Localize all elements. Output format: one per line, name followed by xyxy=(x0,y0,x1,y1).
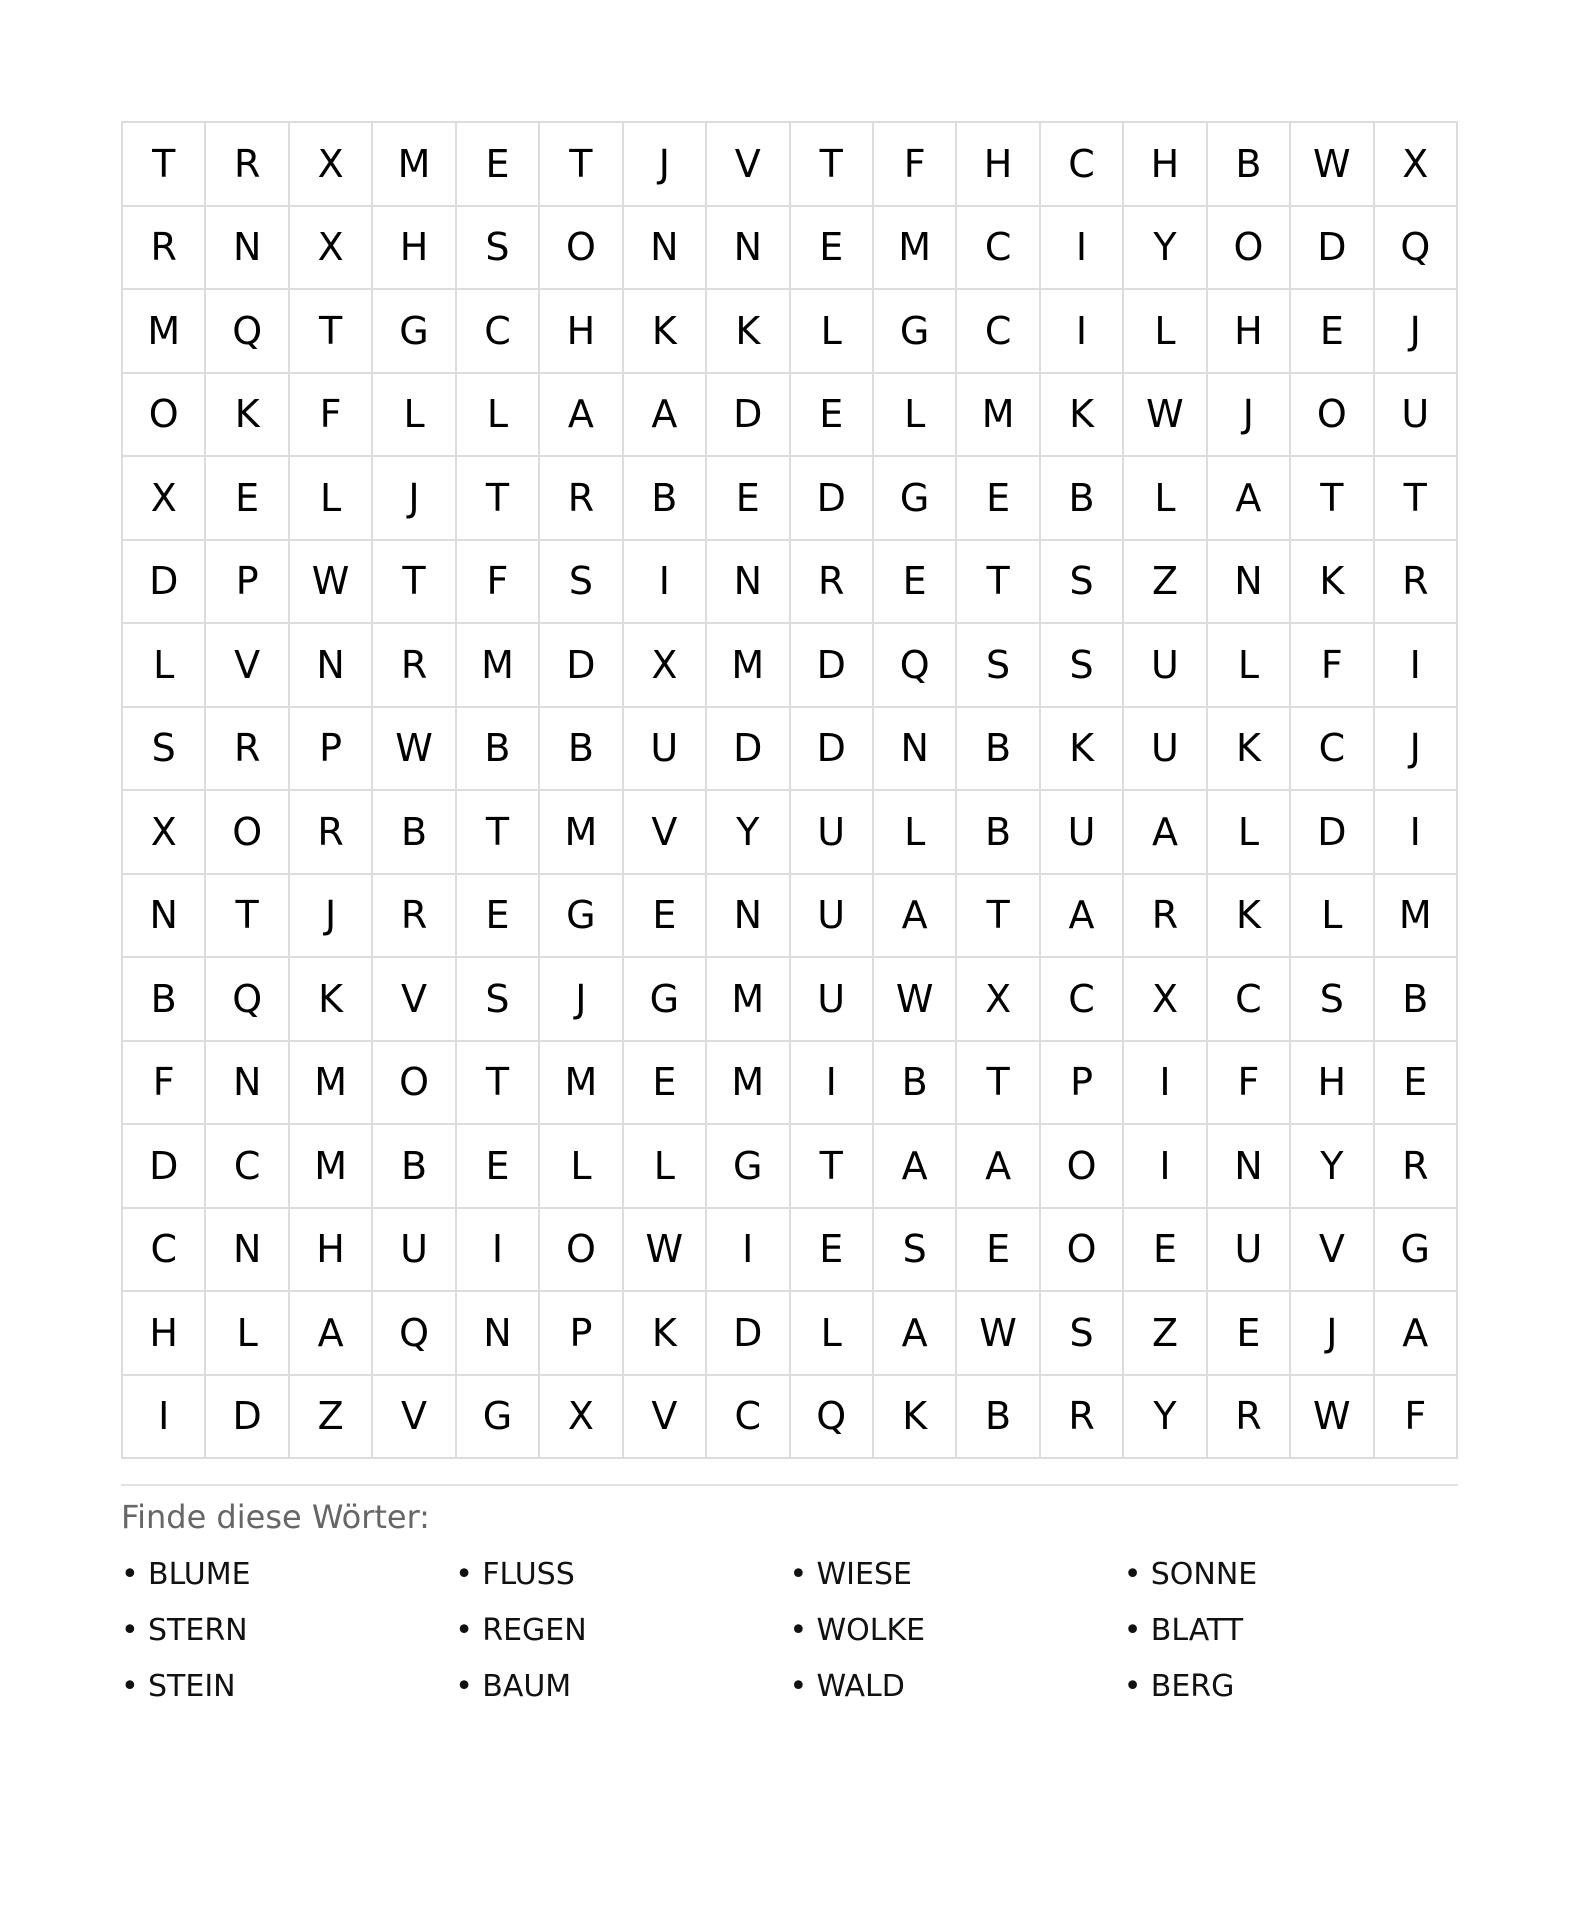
grid-cell[interactable]: N xyxy=(290,624,373,708)
grid-cell[interactable]: B xyxy=(1208,123,1291,207)
grid-cell[interactable]: I xyxy=(624,541,707,625)
word-label: BAUM xyxy=(482,1669,572,1704)
grid-cell[interactable]: A xyxy=(290,1292,373,1376)
grid-cell[interactable]: L xyxy=(874,791,957,875)
grid-cell[interactable]: C xyxy=(957,290,1040,374)
word-label: REGEN xyxy=(482,1613,587,1648)
grid-cell[interactable]: M xyxy=(874,207,957,291)
grid-cell[interactable]: V xyxy=(373,1376,456,1460)
grid-cell[interactable]: V xyxy=(1291,1209,1374,1293)
grid-cell[interactable]: S xyxy=(1041,624,1124,708)
grid-cell[interactable]: T xyxy=(123,123,206,207)
grid-cell[interactable]: F xyxy=(1208,1042,1291,1126)
grid-cell[interactable]: O xyxy=(1041,1209,1124,1293)
grid-cell[interactable]: E xyxy=(457,875,540,959)
grid-cell[interactable]: N xyxy=(707,541,790,625)
grid-cell[interactable]: B xyxy=(457,708,540,792)
grid-cell[interactable]: W xyxy=(290,541,373,625)
grid-cell[interactable]: R xyxy=(791,541,874,625)
bullet-icon: • xyxy=(1123,1669,1142,1704)
word-label: WIESE xyxy=(816,1557,912,1592)
grid-cell[interactable]: K xyxy=(707,290,790,374)
grid-cell[interactable]: A xyxy=(1375,1292,1458,1376)
grid-cell[interactable]: A xyxy=(1208,457,1291,541)
grid-cell[interactable]: I xyxy=(1375,624,1458,708)
grid-cell[interactable]: M xyxy=(540,1042,623,1126)
grid-cell[interactable]: E xyxy=(1208,1292,1291,1376)
word-list-item xyxy=(790,1669,1124,1705)
grid-cell[interactable]: J xyxy=(1291,1292,1374,1376)
grid-cell[interactable]: Q xyxy=(791,1376,874,1460)
grid-cell[interactable]: J xyxy=(1375,290,1458,374)
word-list-item xyxy=(1124,1557,1458,1593)
grid-cell[interactable]: K xyxy=(1208,708,1291,792)
grid-cell[interactable]: D xyxy=(1291,791,1374,875)
word-list-item xyxy=(455,1669,789,1705)
grid-cell[interactable]: N xyxy=(206,1042,289,1126)
grid-cell[interactable]: Q xyxy=(373,1292,456,1376)
grid-cell[interactable]: B xyxy=(1375,958,1458,1042)
grid-cell[interactable]: S xyxy=(1041,541,1124,625)
grid-cell[interactable]: A xyxy=(957,1125,1040,1209)
bullet-icon: • xyxy=(789,1669,808,1704)
divider xyxy=(121,1484,1458,1486)
grid-cell[interactable]: K xyxy=(1208,875,1291,959)
grid-cell[interactable]: L xyxy=(373,374,456,458)
grid-cell[interactable]: W xyxy=(957,1292,1040,1376)
grid-cell[interactable]: H xyxy=(123,1292,206,1376)
word-list-heading: Finde diese Wörter: xyxy=(121,1498,430,1536)
grid-cell[interactable]: S xyxy=(123,708,206,792)
grid-cell[interactable]: F xyxy=(1375,1376,1458,1460)
word-label: SONNE xyxy=(1150,1557,1258,1592)
grid-cell[interactable]: C xyxy=(1208,958,1291,1042)
bullet-icon: • xyxy=(121,1613,139,1648)
grid-cell[interactable]: O xyxy=(206,791,289,875)
grid-cell[interactable]: V xyxy=(624,791,707,875)
grid-cell[interactable]: D xyxy=(791,624,874,708)
grid-cell[interactable]: H xyxy=(290,1209,373,1293)
grid-cell[interactable]: C xyxy=(457,290,540,374)
grid-cell[interactable]: N xyxy=(1208,541,1291,625)
grid-cell[interactable]: I xyxy=(1124,1125,1207,1209)
grid-cell[interactable]: X xyxy=(123,791,206,875)
grid-cell[interactable]: W xyxy=(624,1209,707,1293)
grid-cell[interactable]: K xyxy=(290,958,373,1042)
grid-cell[interactable]: N xyxy=(206,207,289,291)
grid-cell[interactable]: D xyxy=(791,457,874,541)
grid-cell[interactable]: U xyxy=(1124,708,1207,792)
grid-cell[interactable]: M xyxy=(707,1042,790,1126)
grid-cell[interactable]: S xyxy=(874,1209,957,1293)
grid-cell[interactable]: M xyxy=(707,958,790,1042)
grid-cell[interactable]: R xyxy=(1375,1125,1458,1209)
grid-cell[interactable]: M xyxy=(457,624,540,708)
grid-cell[interactable]: B xyxy=(874,1042,957,1126)
grid-cell[interactable]: P xyxy=(206,541,289,625)
grid-cell[interactable]: Y xyxy=(1291,1125,1374,1209)
word-list-item xyxy=(121,1613,455,1649)
grid-cell[interactable]: D xyxy=(123,1125,206,1209)
word-label: BERG xyxy=(1150,1669,1235,1704)
word-list-item xyxy=(1124,1669,1458,1705)
grid-cell[interactable]: L xyxy=(1208,791,1291,875)
letter-grid xyxy=(121,121,1458,1459)
word-list-item xyxy=(455,1613,789,1649)
grid-cell[interactable]: R xyxy=(1375,541,1458,625)
grid-cell[interactable]: E xyxy=(206,457,289,541)
grid-cell[interactable]: L xyxy=(791,290,874,374)
grid-cell[interactable]: L xyxy=(1208,624,1291,708)
grid-cell[interactable]: E xyxy=(457,1125,540,1209)
grid-cell[interactable]: N xyxy=(707,207,790,291)
grid-cell[interactable]: V xyxy=(373,958,456,1042)
grid-cell[interactable]: G xyxy=(874,290,957,374)
grid-cell[interactable]: N xyxy=(624,207,707,291)
grid-cell[interactable]: G xyxy=(624,958,707,1042)
grid-cell[interactable]: E xyxy=(957,1209,1040,1293)
grid-cell[interactable]: T xyxy=(1291,457,1374,541)
grid-cell[interactable]: R xyxy=(540,457,623,541)
grid-cell[interactable]: R xyxy=(1124,875,1207,959)
grid-cell[interactable]: D xyxy=(791,708,874,792)
grid-cell[interactable]: I xyxy=(1041,290,1124,374)
grid-cell[interactable]: E xyxy=(1375,1042,1458,1126)
grid-cell[interactable]: C xyxy=(1291,708,1374,792)
grid-cell[interactable]: G xyxy=(457,1376,540,1460)
grid-cell[interactable]: Q xyxy=(206,958,289,1042)
grid-cell[interactable]: T xyxy=(290,290,373,374)
grid-cell[interactable]: O xyxy=(373,1042,456,1126)
word-list xyxy=(121,1557,1458,1705)
grid-cell[interactable]: I xyxy=(707,1209,790,1293)
grid-cell[interactable]: L xyxy=(791,1292,874,1376)
grid-cell[interactable]: A xyxy=(624,374,707,458)
grid-cell[interactable]: P xyxy=(1041,1042,1124,1126)
grid-cell[interactable]: W xyxy=(373,708,456,792)
grid-cell[interactable]: T xyxy=(957,875,1040,959)
grid-cell[interactable]: B xyxy=(540,708,623,792)
grid-cell[interactable]: D xyxy=(540,624,623,708)
grid-cell[interactable]: U xyxy=(791,791,874,875)
grid-cell[interactable]: U xyxy=(1375,374,1458,458)
grid-cell[interactable]: T xyxy=(457,791,540,875)
grid-cell[interactable]: A xyxy=(874,1125,957,1209)
grid-cell[interactable]: S xyxy=(457,207,540,291)
grid-cell[interactable]: G xyxy=(874,457,957,541)
grid-cell[interactable]: W xyxy=(1291,123,1374,207)
grid-cell[interactable]: B xyxy=(957,708,1040,792)
word-label: WOLKE xyxy=(816,1613,926,1648)
bullet-icon: • xyxy=(121,1669,139,1704)
grid-cell[interactable]: R xyxy=(123,207,206,291)
grid-cell[interactable]: T xyxy=(1375,457,1458,541)
grid-cell[interactable]: F xyxy=(290,374,373,458)
grid-cell[interactable]: R xyxy=(290,791,373,875)
word-list-item xyxy=(455,1557,789,1593)
bullet-icon: • xyxy=(1123,1613,1142,1648)
grid-cell[interactable]: V xyxy=(206,624,289,708)
grid-cell[interactable]: L xyxy=(1291,875,1374,959)
grid-cell[interactable]: Z xyxy=(1124,541,1207,625)
grid-cell[interactable]: O xyxy=(540,207,623,291)
grid-cell[interactable]: M xyxy=(123,290,206,374)
grid-cell[interactable]: S xyxy=(540,541,623,625)
grid-cell[interactable]: H xyxy=(957,123,1040,207)
grid-cell[interactable]: B xyxy=(1041,457,1124,541)
bullet-icon: • xyxy=(455,1557,473,1592)
grid-cell[interactable]: A xyxy=(874,875,957,959)
grid-cell[interactable]: B xyxy=(373,791,456,875)
grid-cell[interactable]: X xyxy=(123,457,206,541)
grid-cell[interactable]: I xyxy=(123,1376,206,1460)
grid-cell[interactable]: W xyxy=(1124,374,1207,458)
word-list-item xyxy=(1124,1613,1458,1649)
grid-cell[interactable]: E xyxy=(457,123,540,207)
grid-cell[interactable]: U xyxy=(1208,1209,1291,1293)
grid-cell[interactable]: A xyxy=(540,374,623,458)
grid-cell[interactable]: D xyxy=(1291,207,1374,291)
grid-cell[interactable]: X xyxy=(1375,123,1458,207)
grid-cell[interactable]: J xyxy=(290,875,373,959)
grid-cell[interactable]: E xyxy=(624,1042,707,1126)
grid-cell[interactable]: A xyxy=(1041,875,1124,959)
grid-cell[interactable]: K xyxy=(624,290,707,374)
grid-cell[interactable]: M xyxy=(957,374,1040,458)
grid-cell[interactable]: B xyxy=(373,1125,456,1209)
grid-cell[interactable]: K xyxy=(624,1292,707,1376)
grid-cell[interactable]: C xyxy=(707,1376,790,1460)
grid-cell[interactable]: U xyxy=(1041,791,1124,875)
grid-cell[interactable]: N xyxy=(1208,1125,1291,1209)
grid-cell[interactable]: L xyxy=(1124,290,1207,374)
grid-cell[interactable]: G xyxy=(1375,1209,1458,1293)
grid-cell[interactable]: O xyxy=(1291,374,1374,458)
grid-cell[interactable]: K xyxy=(1041,708,1124,792)
grid-cell[interactable]: N xyxy=(123,875,206,959)
grid-cell[interactable]: P xyxy=(540,1292,623,1376)
bullet-icon: • xyxy=(1123,1557,1142,1592)
grid-cell[interactable]: B xyxy=(957,1376,1040,1460)
grid-cell[interactable]: M xyxy=(373,123,456,207)
grid-cell[interactable]: J xyxy=(1208,374,1291,458)
grid-cell[interactable]: Y xyxy=(1124,207,1207,291)
grid-cell[interactable]: Q xyxy=(206,290,289,374)
grid-cell[interactable]: N xyxy=(874,708,957,792)
grid-cell[interactable]: R xyxy=(206,123,289,207)
grid-cell[interactable]: H xyxy=(1291,1042,1374,1126)
grid-cell[interactable]: W xyxy=(1291,1376,1374,1460)
grid-cell[interactable]: J xyxy=(1375,708,1458,792)
grid-cell[interactable]: A xyxy=(874,1292,957,1376)
word-label: STERN xyxy=(148,1613,248,1648)
grid-cell[interactable]: O xyxy=(1208,207,1291,291)
grid-cell[interactable]: Y xyxy=(707,791,790,875)
grid-cell[interactable]: C xyxy=(123,1209,206,1293)
grid-cell[interactable]: T xyxy=(457,457,540,541)
grid-cell[interactable]: L xyxy=(290,457,373,541)
grid-cell[interactable]: U xyxy=(1124,624,1207,708)
grid-cell[interactable]: I xyxy=(457,1209,540,1293)
grid-cell[interactable]: L xyxy=(123,624,206,708)
bullet-icon: • xyxy=(455,1669,473,1704)
grid-cell[interactable]: T xyxy=(540,123,623,207)
grid-cell[interactable]: L xyxy=(540,1125,623,1209)
grid-cell[interactable]: E xyxy=(791,207,874,291)
grid-cell[interactable]: X xyxy=(1124,958,1207,1042)
grid-cell[interactable]: W xyxy=(874,958,957,1042)
grid-cell[interactable]: F xyxy=(1291,624,1374,708)
grid-cell[interactable]: U xyxy=(624,708,707,792)
grid-cell[interactable]: X xyxy=(624,624,707,708)
word-list-item xyxy=(790,1613,1124,1649)
grid-cell[interactable]: R xyxy=(373,875,456,959)
grid-cell[interactable]: L xyxy=(874,374,957,458)
grid-cell[interactable]: H xyxy=(373,207,456,291)
grid-cell[interactable]: P xyxy=(290,708,373,792)
grid-cell[interactable]: M xyxy=(707,624,790,708)
grid-cell[interactable]: K xyxy=(1291,541,1374,625)
grid-cell[interactable]: E xyxy=(791,374,874,458)
grid-cell[interactable]: T xyxy=(957,1042,1040,1126)
grid-cell[interactable]: J xyxy=(624,123,707,207)
grid-cell[interactable]: G xyxy=(707,1125,790,1209)
grid-cell[interactable]: E xyxy=(624,875,707,959)
grid-cell[interactable]: O xyxy=(1041,1125,1124,1209)
grid-cell[interactable]: E xyxy=(791,1209,874,1293)
grid-cell[interactable]: U xyxy=(791,875,874,959)
grid-cell[interactable]: L xyxy=(1124,457,1207,541)
grid-cell[interactable]: X xyxy=(290,123,373,207)
grid-cell[interactable]: K xyxy=(874,1376,957,1460)
grid-cell[interactable]: H xyxy=(540,290,623,374)
grid-cell[interactable]: E xyxy=(874,541,957,625)
grid-cell[interactable]: R xyxy=(1041,1376,1124,1460)
grid-cell[interactable]: M xyxy=(290,1125,373,1209)
grid-cell[interactable]: R xyxy=(1208,1376,1291,1460)
grid-cell[interactable]: R xyxy=(206,708,289,792)
grid-cell[interactable]: E xyxy=(1124,1209,1207,1293)
grid-cell[interactable]: S xyxy=(957,624,1040,708)
grid-cell[interactable]: V xyxy=(707,123,790,207)
grid-cell[interactable]: M xyxy=(540,791,623,875)
grid-cell[interactable]: C xyxy=(206,1125,289,1209)
grid-cell[interactable]: O xyxy=(540,1209,623,1293)
grid-cell[interactable]: F xyxy=(874,123,957,207)
bullet-icon: • xyxy=(789,1613,808,1648)
word-list-item xyxy=(121,1669,455,1705)
word-label: STEIN xyxy=(148,1669,236,1704)
word-label: BLUME xyxy=(148,1557,251,1592)
grid-cell[interactable]: D xyxy=(123,541,206,625)
grid-cell[interactable]: H xyxy=(1208,290,1291,374)
word-label: FLUSS xyxy=(482,1557,575,1592)
grid-cell[interactable]: E xyxy=(957,457,1040,541)
grid-cell[interactable]: L xyxy=(206,1292,289,1376)
grid-cell[interactable]: F xyxy=(123,1042,206,1126)
word-label: WALD xyxy=(816,1669,905,1704)
grid-cell[interactable]: C xyxy=(957,207,1040,291)
grid-cell[interactable]: I xyxy=(1124,1042,1207,1126)
word-list-item xyxy=(790,1557,1124,1593)
word-list-item xyxy=(121,1557,455,1593)
grid-cell[interactable]: E xyxy=(707,457,790,541)
grid-cell[interactable]: T xyxy=(373,541,456,625)
grid-cell[interactable]: I xyxy=(1375,791,1458,875)
grid-cell[interactable]: K xyxy=(206,374,289,458)
grid-cell[interactable]: C xyxy=(1041,123,1124,207)
grid-cell[interactable]: G xyxy=(540,875,623,959)
grid-cell[interactable]: I xyxy=(1041,207,1124,291)
grid-cell[interactable]: T xyxy=(791,123,874,207)
grid-cell[interactable]: B xyxy=(624,457,707,541)
bullet-icon: • xyxy=(455,1613,473,1648)
grid-cell[interactable]: T xyxy=(791,1125,874,1209)
grid-cell[interactable]: S xyxy=(1041,1292,1124,1376)
grid-cell[interactable]: Z xyxy=(1124,1292,1207,1376)
grid-cell[interactable]: X xyxy=(540,1376,623,1460)
grid-cell[interactable]: B xyxy=(123,958,206,1042)
grid-cell[interactable]: M xyxy=(1375,875,1458,959)
grid-cell[interactable]: S xyxy=(1291,958,1374,1042)
grid-cell[interactable]: B xyxy=(957,791,1040,875)
grid-cell[interactable]: Z xyxy=(290,1376,373,1460)
grid-cell[interactable]: G xyxy=(373,290,456,374)
grid-cell[interactable]: Q xyxy=(874,624,957,708)
grid-cell[interactable]: U xyxy=(373,1209,456,1293)
grid-cell[interactable]: F xyxy=(457,541,540,625)
grid-cell[interactable]: K xyxy=(1041,374,1124,458)
grid-cell[interactable]: D xyxy=(206,1376,289,1460)
grid-cell[interactable]: D xyxy=(707,1292,790,1376)
grid-cell[interactable]: N xyxy=(707,875,790,959)
grid-cell[interactable]: T xyxy=(206,875,289,959)
word-label: BLATT xyxy=(1150,1613,1244,1648)
grid-cell[interactable]: X xyxy=(290,207,373,291)
grid-cell[interactable]: D xyxy=(707,374,790,458)
grid-cell[interactable]: O xyxy=(123,374,206,458)
grid-cell[interactable]: T xyxy=(457,1042,540,1126)
grid-cell[interactable]: J xyxy=(373,457,456,541)
grid-cell[interactable]: V xyxy=(624,1376,707,1460)
grid-cell[interactable]: T xyxy=(957,541,1040,625)
grid-cell[interactable]: Q xyxy=(1375,207,1458,291)
grid-cell[interactable]: N xyxy=(457,1292,540,1376)
grid-cell[interactable]: A xyxy=(1124,791,1207,875)
grid-cell[interactable]: N xyxy=(206,1209,289,1293)
grid-cell[interactable]: H xyxy=(1124,123,1207,207)
grid-cell[interactable]: Y xyxy=(1124,1376,1207,1460)
grid-cell[interactable]: U xyxy=(791,958,874,1042)
grid-cell[interactable]: X xyxy=(957,958,1040,1042)
grid-cell[interactable]: L xyxy=(624,1125,707,1209)
grid-cell[interactable]: E xyxy=(1291,290,1374,374)
bullet-icon: • xyxy=(121,1557,139,1592)
bullet-icon: • xyxy=(789,1557,808,1592)
grid-cell[interactable]: D xyxy=(707,708,790,792)
grid-cell[interactable]: S xyxy=(457,958,540,1042)
grid-cell[interactable]: M xyxy=(290,1042,373,1126)
grid-cell[interactable]: J xyxy=(540,958,623,1042)
grid-cell[interactable]: R xyxy=(373,624,456,708)
grid-cell[interactable]: C xyxy=(1041,958,1124,1042)
grid-cell[interactable]: I xyxy=(791,1042,874,1126)
grid-cell[interactable]: L xyxy=(457,374,540,458)
